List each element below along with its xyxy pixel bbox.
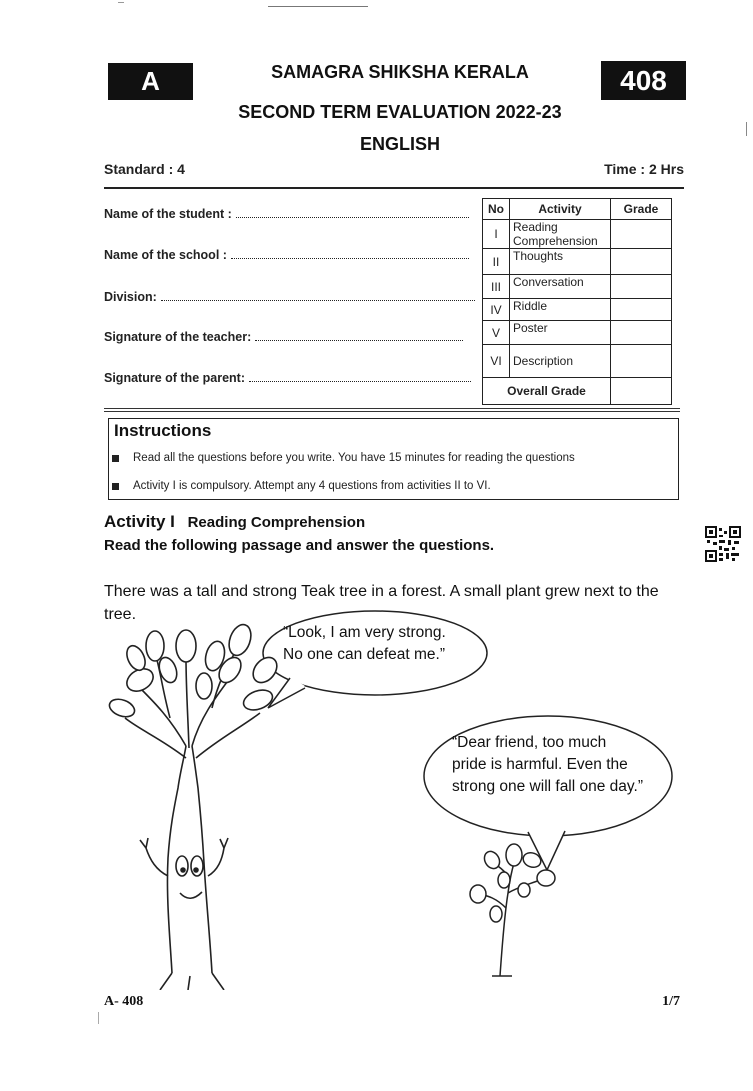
field-label: Name of the student : <box>104 207 232 221</box>
table-row <box>483 345 672 378</box>
fill-line <box>255 330 463 341</box>
instruction-item <box>112 480 491 492</box>
field-label: Name of the school : <box>104 248 227 262</box>
grade-cell[interactable] <box>611 220 672 249</box>
row-number: IV <box>483 299 510 321</box>
grade-cell[interactable] <box>611 321 672 345</box>
fill-line <box>236 207 469 218</box>
fill-line <box>249 371 471 382</box>
table-row <box>483 275 672 299</box>
row-activity: Description <box>510 345 611 378</box>
teacher-signature-field <box>104 330 463 344</box>
activity-title: Reading Comprehension <box>187 514 366 531</box>
field-label: Signature of the teacher: <box>104 330 252 344</box>
row-activity: Thoughts <box>510 249 611 275</box>
column-header: No <box>483 199 510 220</box>
activity-label: Activity I <box>104 512 175 531</box>
small-plant <box>470 844 555 976</box>
page-number: 1/7 <box>662 994 680 1009</box>
qr-code-icon <box>705 526 741 562</box>
exam-title: SECOND TERM EVALUATION 2022-23 <box>238 102 562 122</box>
parent-signature-field <box>104 371 471 385</box>
table-row <box>483 249 672 275</box>
organization: SAMAGRA SHIKSHA KERALA <box>271 62 529 82</box>
standard: Standard : 4 <box>104 161 185 177</box>
grade-cell[interactable] <box>611 249 672 275</box>
speech-line: strong one will fall one day.” <box>452 778 643 795</box>
row-activity: Riddle <box>510 299 611 321</box>
activity-grade-table <box>482 198 672 405</box>
instruction-text: Activity I is compulsory. Attempt any 4 questions from activities II to VI. <box>133 480 491 492</box>
row-number: I <box>483 220 510 249</box>
field-label: Signature of the parent: <box>104 371 245 385</box>
table-row <box>483 220 672 249</box>
scan-mark <box>746 122 747 136</box>
student-name-field <box>104 207 469 221</box>
activity-heading <box>104 512 365 532</box>
table-row <box>483 299 672 321</box>
subject: ENGLISH <box>359 134 440 154</box>
divider <box>104 187 684 189</box>
speech-line: pride is harmful. Even the <box>452 756 628 773</box>
division-field <box>104 290 475 304</box>
fill-line <box>161 290 475 301</box>
instruction-item <box>112 452 575 464</box>
paper-code: 408 <box>601 61 686 100</box>
row-number: V <box>483 321 510 345</box>
bullet-icon <box>112 455 119 462</box>
fill-line <box>231 248 469 259</box>
row-number: II <box>483 249 510 275</box>
row-activity: Poster <box>510 321 611 345</box>
row-activity: Reading Comprehension <box>510 220 611 249</box>
instructions-title: Instructions <box>114 421 212 440</box>
passage-text: There was a tall and strong Teak tree in a forest. A small plant grew next to the tree. <box>104 583 659 623</box>
scan-mark <box>118 2 124 3</box>
column-header: Activity <box>510 199 611 220</box>
row-activity: Conversation <box>510 275 611 299</box>
grade-cell[interactable] <box>611 345 672 378</box>
divider <box>104 408 680 409</box>
divider <box>104 411 680 412</box>
set-label: A <box>108 63 193 100</box>
overall-grade-label: Overall Grade <box>483 378 611 405</box>
grade-cell[interactable] <box>611 299 672 321</box>
field-label: Division: <box>104 290 157 304</box>
grade-cell[interactable] <box>611 275 672 299</box>
time-allowed: Time : 2 Hrs <box>604 161 684 177</box>
activity-instruction: Read the following passage and answer the questions. <box>104 537 495 554</box>
table-row <box>483 378 672 405</box>
school-name-field <box>104 248 469 262</box>
plant-speech <box>452 732 643 798</box>
row-number: VI <box>483 345 510 378</box>
speech-line: “Look, I am very strong. <box>283 624 446 641</box>
footer-code: A- 408 <box>104 994 144 1009</box>
column-header: Grade <box>611 199 672 220</box>
speech-line: No one can defeat me.” <box>283 646 445 663</box>
bullet-icon <box>112 483 119 490</box>
tree-speech <box>283 622 446 666</box>
scan-line <box>268 6 368 7</box>
instruction-text: Read all the questions before you write. You have 15 minutes for reading the questions <box>133 452 575 464</box>
overall-grade-cell[interactable] <box>611 378 672 405</box>
row-number: III <box>483 275 510 299</box>
speech-line: “Dear friend, too much <box>452 734 607 751</box>
table-row <box>483 321 672 345</box>
teak-tree <box>107 622 282 990</box>
scan-mark <box>98 1012 99 1024</box>
